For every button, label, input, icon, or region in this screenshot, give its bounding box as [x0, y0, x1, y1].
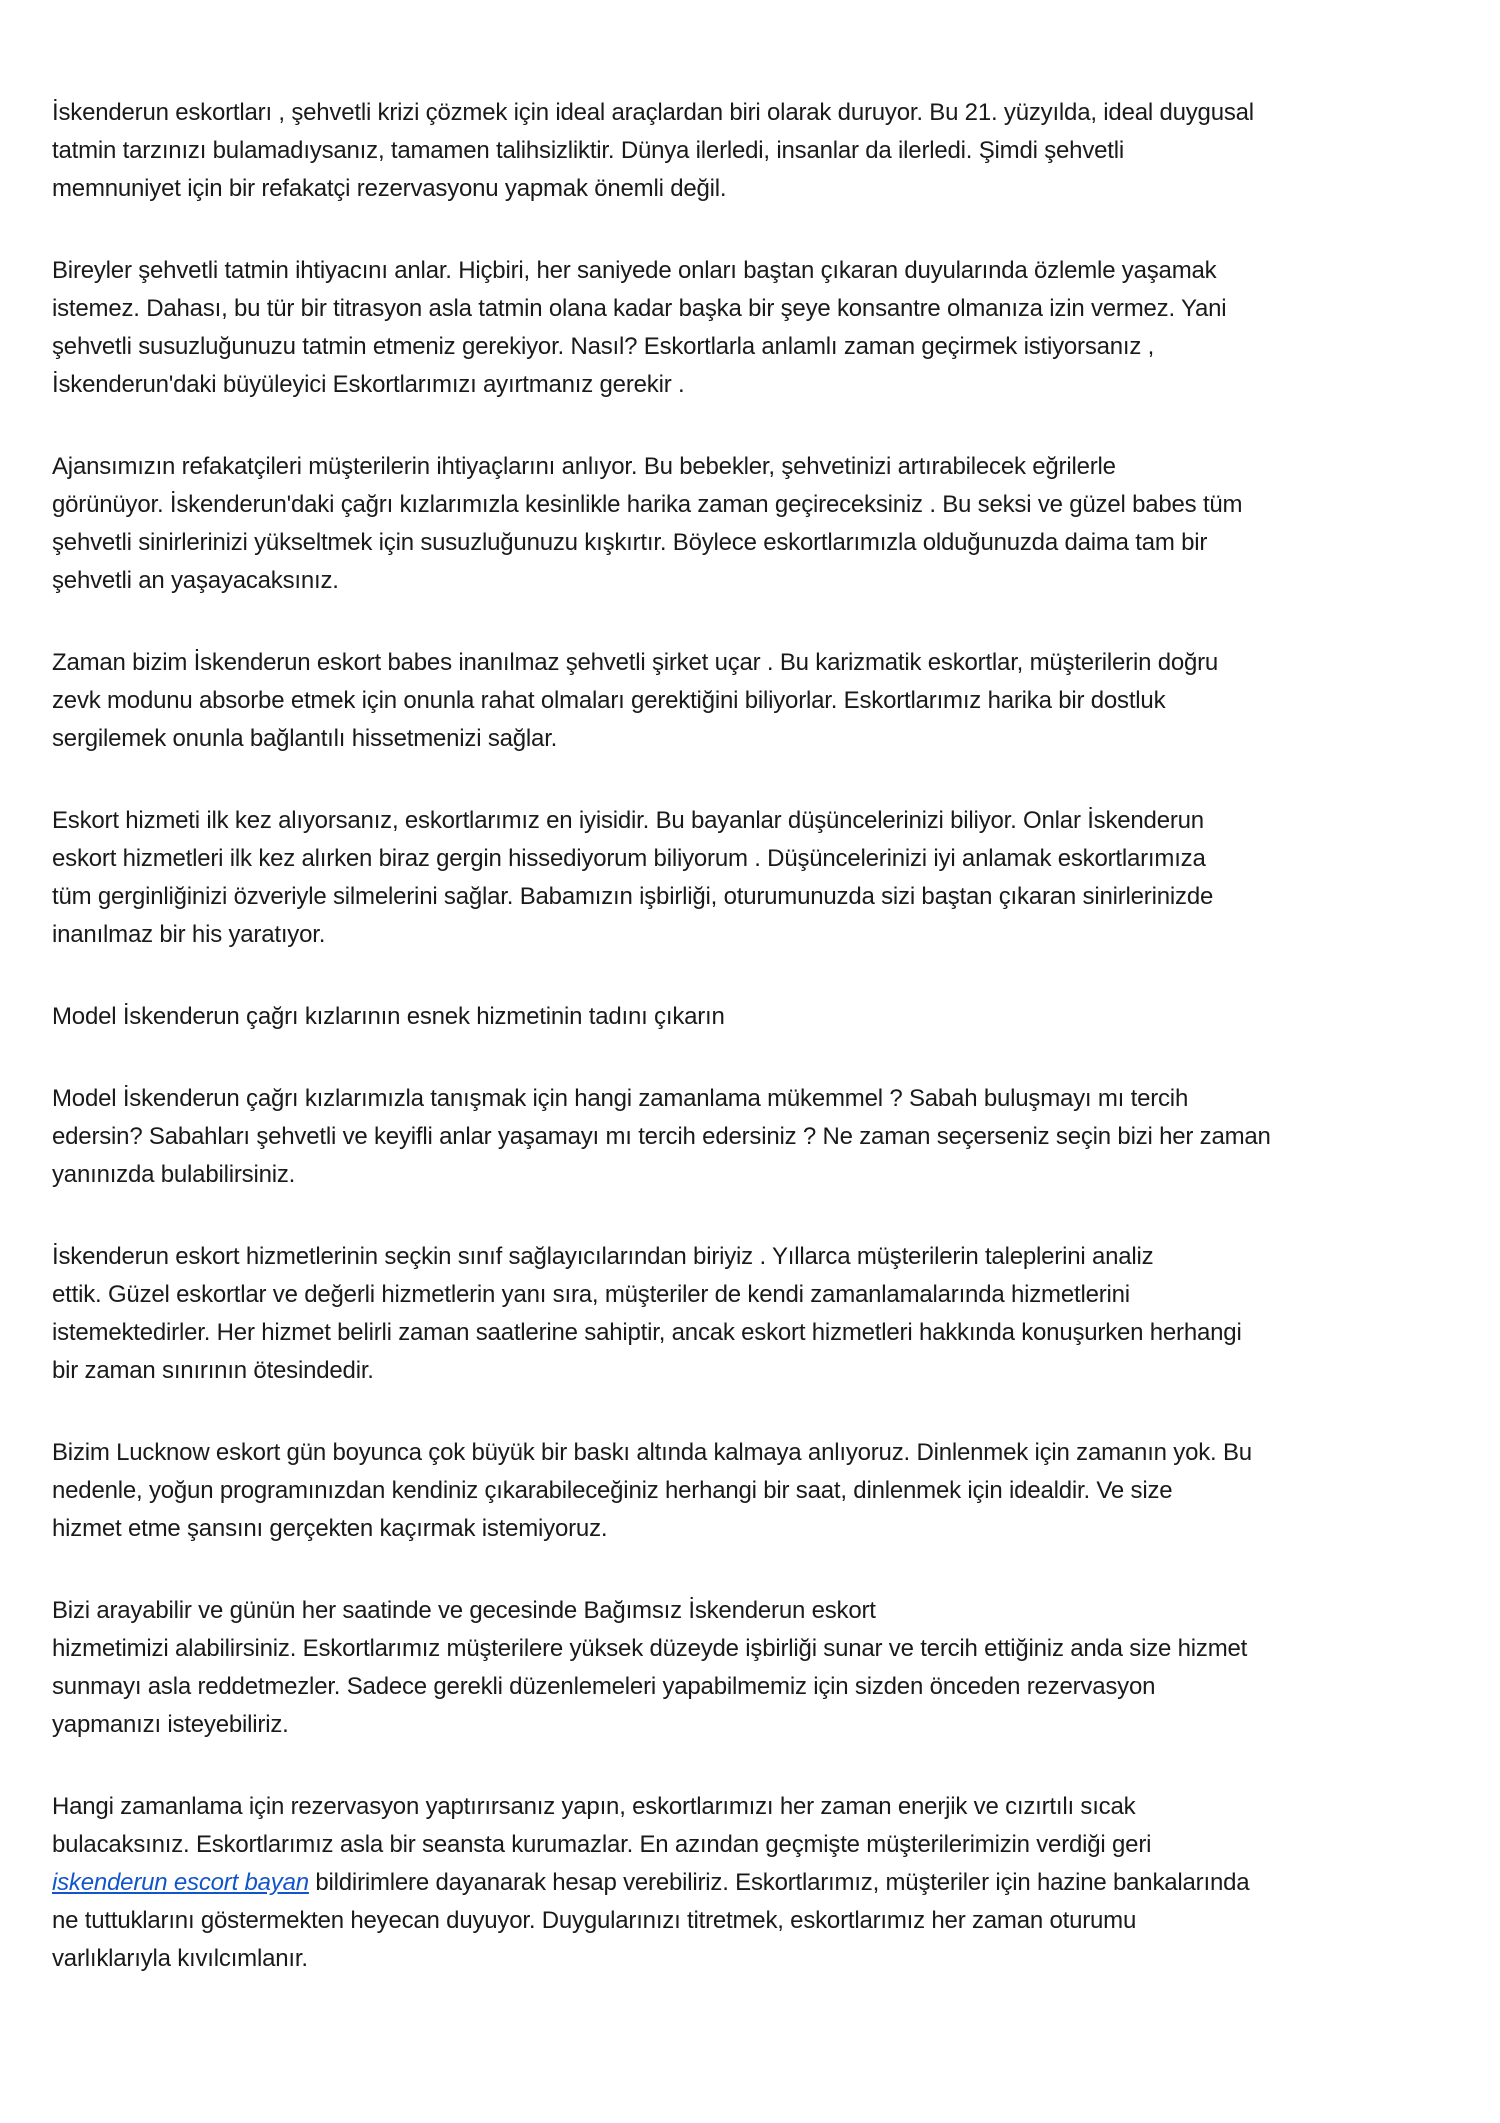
text-line: inanılmaz bir his yaratıyor.: [52, 921, 326, 948]
text-line: Bireyler şehvetli tatmin ihtiyacını anlar. Hiçbiri, her saniyede onları baştan çıkaran duyularında özlemle yaşamak: [52, 257, 1217, 284]
paragraph: [52, 94, 1472, 208]
text-line: memnuniyet için bir refakatçi rezervasyonu yapmak önemli değil.: [52, 175, 727, 202]
document-body: [52, 94, 1472, 2022]
paragraph: [52, 1434, 1472, 1548]
text-line: Bizim Lucknow eskort gün boyunca çok büyük bir baskı altında kalmaya anlıyoruz. Dinlenmek için zamanın yok. Bu: [52, 1439, 1252, 1466]
text-line: edersin? Sabahları şehvetli ve keyifli anlar yaşamayı mı tercih edersiniz ? Ne zaman seçerseniz seçin bizi her zaman: [52, 1123, 1271, 1150]
paragraph: [52, 644, 1472, 758]
iskenderun-escort-link[interactable]: iskenderun escort bayan: [52, 1869, 309, 1896]
paragraph: [52, 252, 1472, 404]
text-line: Eskort hizmeti ilk kez alıyorsanız, eskortlarımız en iyisidir. Bu bayanlar düşüncelerinizi biliyor. Onlar İskenderun: [52, 807, 1204, 834]
text-line: yapmanızı isteyebiliriz.: [52, 1711, 289, 1738]
text-line: Model İskenderun çağrı kızlarının esnek hizmetinin tadını çıkarın: [52, 1003, 725, 1030]
text-line: hizmet etme şansını gerçekten kaçırmak istemiyoruz.: [52, 1515, 608, 1542]
text-line: istemektedirler. Her hizmet belirli zaman saatlerine sahiptir, ancak eskort hizmetleri hakkında konuşurken herhangi: [52, 1319, 1242, 1346]
text-line: tatmin tarzınızı bulamadıysanız, tamamen talihsizliktir. Dünya ilerledi, insanlar da ilerledi. Şimdi şehvetli: [52, 137, 1124, 164]
text-line: Zaman bizim İskenderun eskort babes inanılmaz şehvetli şirket uçar . Bu karizmatik eskortlar, müşterilerin doğru: [52, 649, 1219, 676]
text-line: İskenderun eskortları , şehvetli krizi çözmek için ideal araçlardan biri olarak duruyor. Bu 21. yüzyılda, ideal duygusal: [52, 99, 1254, 126]
text-line: hizmetimizi alabilirsiniz. Eskortlarımız müşterilere yüksek düzeyde işbirliği sunar ve tercih ettiğiniz anda size hizmet: [52, 1635, 1248, 1662]
text-line: bulacaksınız. Eskortlarımız asla bir seansta kurumazlar. En azından geçmişte müşterilerimizin verdiği geri: [52, 1831, 1152, 1858]
text-line: sunmayı asla reddetmezler. Sadece gerekli düzenlemeleri yapabilmemiz için sizden önceden rezervasyon: [52, 1673, 1156, 1700]
text-line: eskort hizmetleri ilk kez alırken biraz gergin hissediyorum biliyorum . Düşüncelerinizi iyi anlamak eskortlarımıza: [52, 845, 1206, 872]
text-line: Bizi arayabilir ve günün her saatinde ve gecesinde Bağımsız İskenderun eskort: [52, 1597, 876, 1624]
text-line: tüm gerginliğinizi özveriyle silmelerini sağlar. Babamızın işbirliği, oturumunuzda sizi baştan çıkaran sinirlerinizde: [52, 883, 1214, 910]
text-line: bir zaman sınırının ötesindedir.: [52, 1357, 374, 1384]
text-line: şehvetli an yaşayacaksınız.: [52, 567, 339, 594]
paragraph: [52, 1592, 1472, 1744]
paragraph: [52, 998, 1472, 1036]
text-line: [52, 1864, 1472, 1902]
paragraph: [52, 802, 1472, 954]
text-line: istemez. Dahası, bu tür bir titrasyon asla tatmin olana kadar başka bir şeye konsantre olmanıza izin vermez. Yani: [52, 295, 1227, 322]
text-line: yanınızda bulabilirsiniz.: [52, 1161, 296, 1188]
text-line: şehvetli susuzluğunuzu tatmin etmeniz gerekiyor. Nasıl? Eskortlarla anlamlı zaman geçirmek istiyorsanız ,: [52, 333, 1155, 360]
paragraph: [52, 1238, 1472, 1390]
paragraph: [52, 1080, 1472, 1194]
text-fragment: bildirimlere dayanarak hesap verebiliriz. Eskortlarımız, müşteriler için hazine bankalarında: [308, 1869, 1250, 1896]
text-line: Ajansımızın refakatçileri müşterilerin ihtiyaçlarını anlıyor. Bu bebekler, şehvetinizi artırabilecek eğrilerle: [52, 453, 1116, 480]
text-line: şehvetli sinirlerinizi yükseltmek için susuzluğunuzu kışkırtır. Böylece eskortlarımızla olduğunuzda daima tam bir: [52, 529, 1208, 556]
text-line: görünüyor. İskenderun'daki çağrı kızlarımızla kesinlikle harika zaman geçireceksiniz . Bu seksi ve güzel babes tüm: [52, 491, 1243, 518]
text-line: Hangi zamanlama için rezervasyon yaptırırsanız yapın, eskortlarımızı her zaman enerjik ve cızırtılı sıcak: [52, 1793, 1136, 1820]
text-line: zevk modunu absorbe etmek için onunla rahat olmaları gerektiğini biliyorlar. Eskortlarımız harika bir dostluk: [52, 687, 1166, 714]
text-line: Model İskenderun çağrı kızlarımızla tanışmak için hangi zamanlama mükemmel ? Sabah buluşmayı mı tercih: [52, 1085, 1189, 1112]
text-line: ne tuttuklarını göstermekten heyecan duyuyor. Duygularınızı titretmek, eskortlarımız her zaman oturumu: [52, 1907, 1137, 1934]
text-line: nedenle, yoğun programınızdan kendiniz çıkarabileceğiniz herhangi bir saat, dinlenmek için idealdir. Ve size: [52, 1477, 1173, 1504]
paragraph: [52, 448, 1472, 600]
text-line: ettik. Güzel eskortlar ve değerli hizmetlerin yanı sıra, müşteriler de kendi zamanlamalarında hizmetlerini: [52, 1281, 1130, 1308]
text-line: sergilemek onunla bağlantılı hissetmenizi sağlar.: [52, 725, 558, 752]
text-line: İskenderun eskort hizmetlerinin seçkin sınıf sağlayıcılarından biriyiz . Yıllarca müşterilerin taleplerini analiz: [52, 1243, 1154, 1270]
paragraph-with-link: [52, 1788, 1472, 1978]
text-line: varlıklarıyla kıvılcımlanır.: [52, 1945, 308, 1972]
text-line: İskenderun'daki büyüleyici Eskortlarımızı ayırtmanız gerekir .: [52, 371, 685, 398]
